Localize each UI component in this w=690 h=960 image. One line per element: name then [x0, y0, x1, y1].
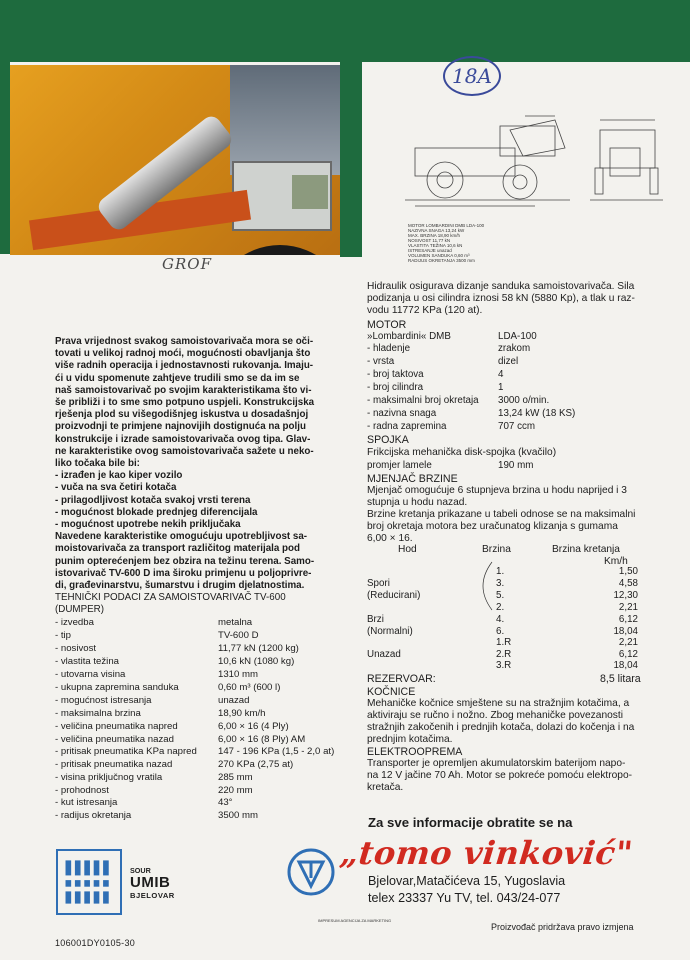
elektro-heading: ELEKTROOPREMA: [367, 746, 463, 758]
company-brand: „tomo vinković": [338, 834, 635, 872]
brochure-page: GROF 18A MOTOR LOMBARDINI DMB LDA-100 NAZIVNA SNAGA 13,24 kW MAX. BRZINA 18,90 km/h NOSIVOST 11,77 kN VLASTITA TEŽINA 10,6 kN ISTRESANJE unazad VOLUMEN SANDUKA 0,60 m³ RADIJUS OKRETANJA 3500 mm Hidraulik osigurava dizanje sanduka samoistovarivača. Sila podizanja u osi cilindra iznosi 58 kN (5880 Kp), a tlak u raz- vodu 11772 KPa (120 at). MOTOR »Lombardini« DMB LDA-100 - hladenje zrakom - vrsta dizel - broj taktova 4 - broj cilindra 1 - maksimalni broj okretaja 3000 o/min. - nazivna snaga 13,24 kW (18 KS) - radna zapremina 707 ccm SPOJKA Frikcijska mehanička disk-spojka (kvačilo) promjer lamele 190 mm MJENJAČ BRZINE Mjenjač omogućuje 6 stupnjeva brzina u hodu naprijed i 3 stupnja u hodu nazad. Brzine kretanja prikazane u tabeli odnose se na maksimalni broj okretaja motora bez uračunatog klizanja s gumama 6,00 × 16. Hod Brzina Brzina kretanja Km/h 1. 1,50 Spori 3. 4,58 (Reducirani) 5. 12,30 2. 2,21 Brzi 4. 6,12 (Normalni) 6. 18,04 1.R 2,21 Unazad 2.R 6,12 3.R 18,04 REZERVOAR: 8,5 litara KOČNICE Mehaničke kočnice smještene su na stražnjim kotačima, a aktiviraju se ručno i nožno. Zbog mehaničke povezanosti stražnjih zakočenih i prednjih kotača, dolazi do kočenja i na prednjim kotačima. ELEKTROOPREMA Transporter je opremljen akumulatorskim baterijom napo- na 12 V jačine 70 Ah. Motor se pokreće pomoću elektropo- kretača. Prava vrijednost svakog samoistovarivača mora se oči- tovati u velikoj radnoj moći, mogućnosti obavljanja što više radnih operacija i jednostavnosti rukovanja. Imaju- ći u vidu spomenute zahtjeve trudili smo se da im se naš samoistovarivač po svojim karakteristikama što vi- še približi i to sme smo potpuno uspjeli. Konstrukcijska rješenja plod su višegodišnjeg iskustva u dosadašnjoj proizvodnji te primjene najnovijih dostignuća na polju konstrukcije i izrade samoistovarivača ovog tipa. Glav- ne karakteristike ovog samoistovarivača sažete u neko- liko točaka bile bi: - izrađen je kao kiper vozilo - vuča na sva četiri kotača - prilagodljivost kotača svakoj vrsti terena - mogućnost blokade prednjeg diferencijala - mogućnost upotrebe nekih priključaka Navedene karakteristike omogućuju upotrebljivost sa- moistovarivača za transport različitog materijala pod punim opterećenjem bez obzira na težinu terena. Samo- istovarivač TV-600 D ima široku primjenu u poljoprivre- di, građevinarstvu, šumarstvu i drugim djelatnostima. TEHNIČKI PODACI ZA SAMOISTOVARIVAČ TV-600 (DUMPER) - izvedba metalna - tip TV-600 D - nosivost 11,77 kN (1200 kg) - vlastita težina 10,6 kN (1080 kg) - utovarna visina 1310 mm - ukupna zapremina sanduka 0,60 m³ (600 l) - mogućnost istresanja unazad - maksimalna brzina 18,90 km/h - veličina pneumatika napred 6,00 × 16 (4 Ply) - veličina pneumatika nazad 6,00 × 16 (8 Ply) AM - pritisak pneumatika KPa napred 147 - 196 KPa (1,5 - 2,0 at) - pritisak pneumatika nazad 270 KPa (2,75 at) - visina priključnog vratila 285 mm - prohodnost 220 mm - kut istresanja 43° - radijus okretanja 3500 mm Za sve informacije obratite se na „tomo vinković" Bjelovar,Matačićeva 15, Yugoslavia telex 23337 Yu TV, tel. 043/24-077 SOUR UMIB BJELOVAR IMPRESUM AGENCIJA ZA MARKETING Proizvođač pridržava pravo izmjena 106001DY0105-30: [0, 0, 690, 960]
umib-logo-icon: [56, 849, 122, 915]
hydraulic-text-3: vodu 11772 KPa (120 at).: [367, 305, 483, 316]
gear-group-label: Unazad: [367, 649, 401, 660]
brzine-text: stupnja u hodu nazad.: [367, 497, 468, 508]
gear-group-sublabel: (Normalni): [367, 626, 413, 637]
spojka-text: Frikcijska mehanička disk-spojka (kvačilo): [367, 447, 557, 458]
rezervoar-value: 8,5 litara: [600, 673, 641, 685]
gear-number: 2.: [496, 602, 505, 613]
gear-number: 4.: [496, 614, 505, 625]
tomo-vinkovic-logo-icon: [287, 848, 335, 896]
gear-number: 3.: [496, 578, 505, 589]
spojka-heading: SPOJKA: [367, 434, 409, 446]
impresum-fine-print: IMPRESUM AGENCIJA ZA MARKETING: [318, 918, 392, 923]
umib-sour: SOUR: [130, 866, 151, 875]
kocnice-text: prednjim kotačima.: [367, 734, 453, 745]
brzine-text: Mjenjač omogućuje 6 stupnjeva brzina u hodu naprijed i 3: [367, 485, 627, 496]
technical-drawing: [405, 108, 680, 216]
gear-group-label: Spori: [367, 578, 390, 589]
handwritten-signature: GROF: [162, 255, 212, 273]
gear-speed: 12,30: [613, 590, 638, 601]
company-phone: telex 23337 Yu TV, tel. 043/24-077: [368, 891, 561, 905]
green-left-band: [0, 62, 10, 254]
kocnice-text: stražnjih zakočenih i prednjih kotača, dolazi do kočenja i na: [367, 722, 635, 733]
contact-heading: Za sve informacije obratite se na: [368, 815, 573, 830]
rezervoar-label: REZERVOAR:: [367, 673, 436, 685]
col-brzina: Brzina: [482, 544, 511, 555]
rights-notice: Proizvođač pridržava pravo izmjena: [491, 922, 634, 932]
brzine-heading: MJENJAČ BRZINE: [367, 473, 458, 485]
green-header-band: [0, 0, 690, 62]
elektro-text: Transporter je opremljen akumulatorskim baterijom napo-: [367, 758, 626, 769]
kocnice-text: aktiviraju se ručno i nožno. Zbog mehaničke povezanosti: [367, 710, 623, 721]
gear-speed: 1,50: [618, 566, 638, 577]
drawing-spec-box: MOTOR LOMBARDINI DMB LDA-100 NAZIVNA SNAGA 13,24 kW MAX. BRZINA 18,90 km/h NOSIVOST 11,77 kN VLASTITA TEŽINA 10,6 kN ISTRESANJE unazad VOLUMEN SANDUKA 0,60 m³ RADIJUS OKRETANJA 3500 mm: [408, 223, 485, 263]
brzine-text: Brzine kretanja prikazane u tabeli odnose se na maksimalni: [367, 509, 636, 520]
gear-group-sublabel: (Reducirani): [367, 590, 421, 601]
hydraulic-text-1: Hidraulik osigurava dizanje sanduka samoistovarivača. Sila: [367, 281, 635, 292]
document-code: 106001DY0105-30: [55, 938, 136, 948]
elektro-text: na 12 V jačine 70 Ah. Motor se pokreće pomoću elektropo-: [367, 770, 633, 781]
hydraulic-text-2: podizanja u osi cilindra iznosi 58 kN (5880 Kp), a tlak u raz-: [367, 293, 635, 304]
kocnice-text: Mehaničke kočnice smještene su na stražnjim kotačima, a: [367, 698, 630, 709]
gear-number: 1.R: [496, 637, 512, 648]
gear-number: 1.: [496, 566, 505, 577]
company-address: Bjelovar,Matačićeva 15, Yugoslavia: [368, 874, 566, 888]
intro-text: Prava vrijednost svakog samoistovarivača mora se oči- tovati u velikoj radnoj moći, mogućnosti obavljanja što više radnih operacija i jednostavnosti rukovanja. Imaju- ći u vidu spomenute zahtjeve trudili smo se da im se naš samoistovarivač po svojim karakteristikama što vi- še približi i to sme smo potpuno uspjeli. Konstrukcijska rješenja plod su višegodišnjeg iskustva u dosadašnjoj proizvodnji te primjene najnovijih dostignuća na polju konstrukcije i izrade samoistovarivača ovog tipa. Glav- ne karakteristike ovog samoistovarivača sažete u neko- liko točaka bile bi: - izrađen je kao kiper vozilo - vuča na sva četiri kotača - prilagodljivost kotača svakoj vrsti terena - mogućnost blokade prednjeg diferencijala - mogućnost upotrebe nekih priključaka Navedene karakteristike omogućuju upotrebljivost sa- moistovarivača za transport različitog materijala pod punim opterećenjem bez obzira na težinu terena. Samo- istovarivač TV-600 D ima široku primjenu u poljoprivre- di, građevinarstvu, šumarstvu i drugim djelatnostima.: [55, 336, 315, 592]
handwritten-badge: 18A: [443, 56, 501, 96]
gear-speed: 2,21: [618, 637, 638, 648]
col-hod: Hod: [398, 544, 417, 555]
col-unit: Km/h: [604, 556, 628, 567]
elektro-text: kretača.: [367, 782, 404, 793]
motor-heading: MOTOR: [367, 319, 407, 331]
dumper-photo: [10, 65, 340, 255]
tech-heading: TEHNIČKI PODACI ZA SAMOISTOVARIVAČ TV-600: [55, 592, 286, 603]
brzine-text: broj okretaja motora bez uračunatog klizanja s gumama: [367, 521, 618, 532]
kocnice-heading: KOČNICE: [367, 686, 416, 698]
gear-speed: 4,58: [618, 578, 638, 589]
gear-speed: 6,12: [618, 649, 638, 660]
umib-city: BJELOVAR: [130, 891, 175, 900]
gear-number: 2.R: [496, 649, 512, 660]
green-right-band: [340, 62, 362, 257]
gear-group-label: Brzi: [367, 614, 384, 625]
gear-number: 3.R: [496, 660, 512, 671]
gear-number: 6.: [496, 626, 505, 637]
gear-speed: 2,21: [618, 602, 638, 613]
tech-subheading: (DUMPER): [55, 604, 104, 615]
gear-number: 5.: [496, 590, 505, 601]
gear-speed: 18,04: [613, 660, 638, 671]
col-brzina-kretanja: Brzina kretanja: [552, 544, 620, 555]
gear-speed: 6,12: [618, 614, 638, 625]
brzine-text: 6,00 × 16.: [367, 533, 413, 544]
umib-name: UMIB: [130, 874, 171, 891]
gear-speed: 18,04: [613, 626, 638, 637]
